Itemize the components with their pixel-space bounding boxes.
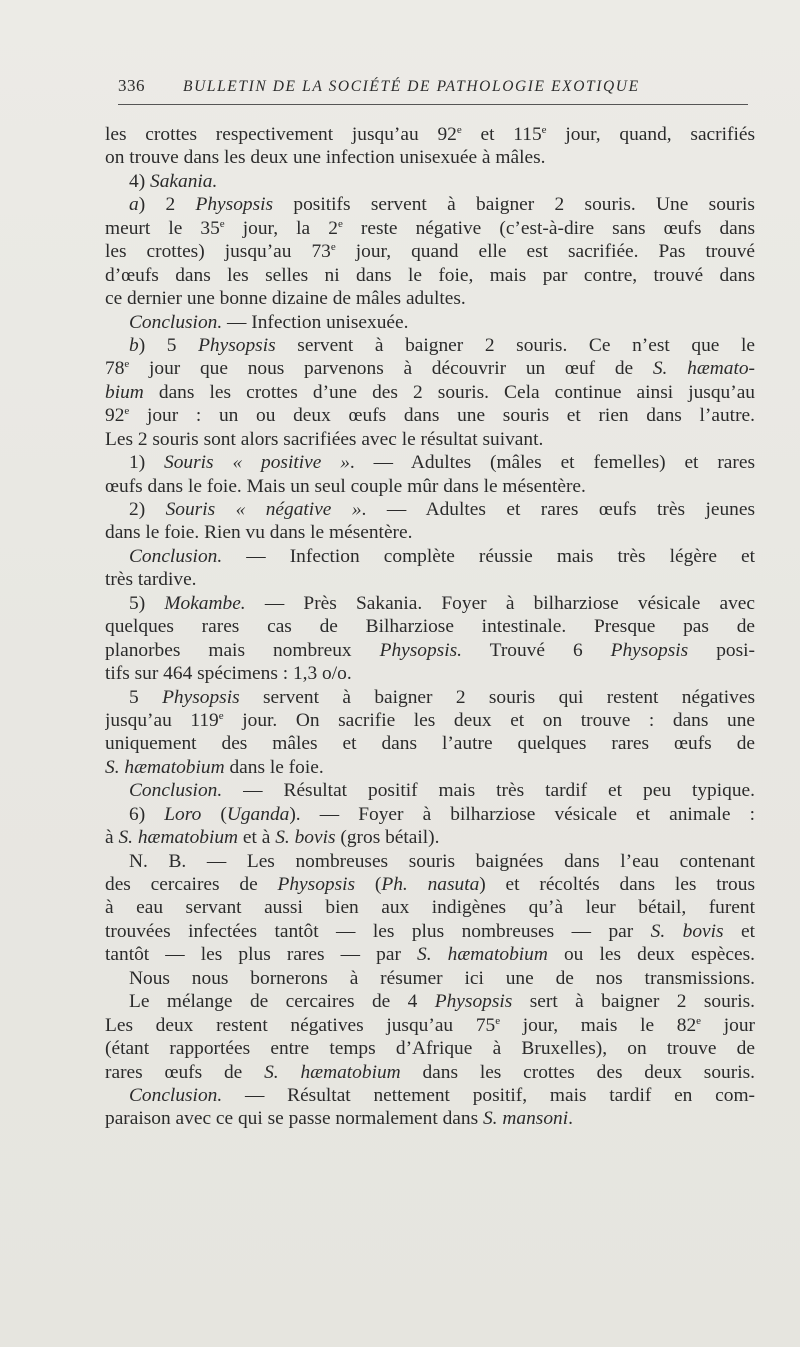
conclusion-line: Conclusion. — Résultat nettement positif, mais tardif en com-	[129, 1084, 755, 1106]
journal-title: BULLETIN DE LA SOCIÉTÉ DE PATHOLOGIE EXOTIQUE	[183, 78, 640, 95]
header-rule	[118, 104, 748, 105]
text-line: 78e jour que nous parvenons à découvrir un œuf de S. hæmato-	[105, 358, 755, 380]
text-line: 2) Souris « négative ». — Adultes et rares œufs très jeunes	[129, 499, 755, 520]
text-line: 1) Souris « positive ». — Adultes (mâles et femelles) et rares	[129, 452, 755, 474]
conclusion-line: Conclusion. — Résultat positif mais très tardif et peu typique.	[129, 780, 755, 802]
text-line: paraison avec ce qui se passe normalement dans S. mansoni.	[105, 1108, 573, 1130]
text-line: 92e jour : un ou deux œufs dans une souris et rien dans l’autre.	[105, 405, 755, 427]
section-heading: 5) Mokambe. — Près Sakania. Foyer à bilharziose vésicale avec	[129, 592, 755, 614]
text-line: a) 2 Physopsis positifs servent à baigner 2 souris. Une souris	[129, 194, 755, 216]
text-line: Les deux restent négatives jusqu’au 75e jour, mais le 82e jour	[105, 1014, 755, 1036]
text-line: les crottes) jusqu’au 73e jour, quand elle est sacrifiée. Pas trouvé	[105, 241, 755, 263]
text-line: tifs sur 464 spécimens : 1,3 o/o.	[105, 663, 352, 685]
text-line: Le mélange de cercaires de 4 Physopsis sert à baigner 2 souris.	[129, 991, 755, 1013]
section-heading: 4) Sakania.	[129, 170, 218, 192]
text-line: des cercaires de Physopsis (Ph. nasuta) et récoltés dans les trous	[105, 874, 755, 895]
text-line: très tardive.	[105, 569, 197, 591]
text-line: Les 2 souris sont alors sacrifiées avec le résultat suivant.	[105, 428, 544, 450]
text-line: trouvées infectées tantôt — les plus nombreuses — par S. bovis et	[105, 920, 755, 942]
text-line: uniquement des mâles et dans l’autre quelques rares œufs de	[105, 733, 755, 755]
text-line: quelques rares cas de Bilharziose intestinale. Presque pas de	[105, 616, 755, 638]
text-line: à S. hæmatobium et à S. bovis (gros bétail).	[105, 827, 440, 849]
text-line: à eau servant aussi bien aux indigènes qu’à leur bétail, furent	[105, 897, 755, 919]
text-line: on trouve dans les deux une infection unisexuée à mâles.	[105, 147, 546, 169]
running-header	[118, 76, 748, 102]
text-line: (étant rapportées entre temps d’Afrique à Bruxelles), on trouve de	[105, 1038, 755, 1060]
text-line: meurt le 35e jour, la 2e reste négative (c’est-à-dire sans œufs dans	[105, 217, 755, 239]
text-line: dans le foie. Rien vu dans le mésentère.	[105, 522, 413, 544]
text-line: jusqu’au 119e jour. On sacrifie les deux et on trouve : dans une	[105, 709, 755, 731]
text-line: planorbes mais nombreux Physopsis. Trouvé 6 Physopsis posi-	[105, 639, 755, 661]
text-line: les crottes respectivement jusqu’au 92e et 115e jour, quand, sacrifiés	[105, 124, 755, 145]
text-line: bium dans les crottes d’une des 2 souris. Cela continue ainsi jusqu’au	[105, 381, 755, 403]
text-line: b) 5 Physopsis servent à baigner 2 souris. Ce n’est que le	[129, 334, 755, 356]
text-line: Nous nous bornerons à résumer ici une de nos transmissions.	[129, 967, 755, 989]
text-line: S. hæmatobium dans le foie.	[105, 756, 324, 778]
text-line: d’œufs dans les selles ni dans le foie, mais par contre, trouvé dans	[105, 264, 755, 286]
conclusion-line: Conclusion. — Infection complète réussie mais très légère et	[129, 545, 755, 567]
text-line: 5 Physopsis servent à baigner 2 souris qui restent négatives	[129, 686, 755, 708]
page-number: 336	[118, 76, 145, 95]
conclusion-line: Conclusion. — Infection unisexuée.	[129, 311, 409, 333]
nota-bene-line: N. B. — Les nombreuses souris baignées dans l’eau contenant	[129, 850, 755, 872]
text-line: tantôt — les plus rares — par S. hæmatobium ou les deux espèces.	[105, 944, 755, 966]
body-text	[105, 123, 755, 1131]
text-line: rares œufs de S. hæmatobium dans les crottes des deux souris.	[105, 1061, 755, 1083]
text-line: œufs dans le foie. Mais un seul couple mûr dans le mésentère.	[105, 475, 586, 497]
section-heading: 6) Loro (Uganda). — Foyer à bilharziose vésicale et animale :	[129, 803, 755, 825]
text-line: ce dernier une bonne dizaine de mâles adultes.	[105, 288, 466, 310]
